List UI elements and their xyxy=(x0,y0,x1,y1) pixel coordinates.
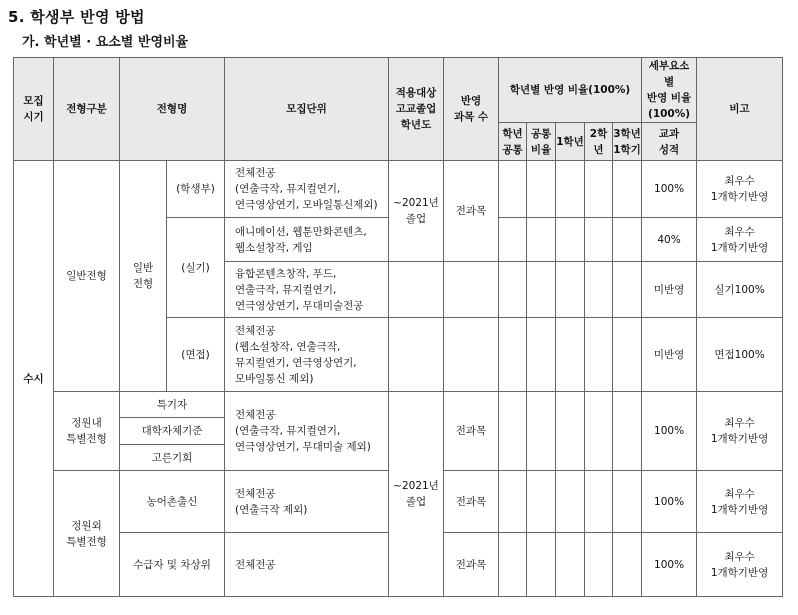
period-cell: 수시 xyxy=(14,161,54,597)
subjects-cell: 전과목 xyxy=(444,392,499,471)
header-detail-ratio: 세부요소별 반영 비율 (100%) xyxy=(642,58,697,123)
table-row xyxy=(14,392,783,418)
ratio-cell: 100% xyxy=(642,161,697,218)
remark-cell: 최우수 1개학기반영 xyxy=(697,218,783,262)
header-year1: 1학년 xyxy=(556,123,585,161)
unit-cell: 전체전공 (연출극작, 뮤지컬연기, 연극영상연기, 무대미술 제외) xyxy=(225,392,389,471)
header-unit: 모집단위 xyxy=(225,58,389,161)
outer-type-cell: 정원외 특별전형 xyxy=(54,471,120,597)
ratio-cell: 100% xyxy=(642,392,697,471)
remark-cell: 최우수 1개학기반영 xyxy=(697,392,783,471)
header-remark: 비고 xyxy=(697,58,783,161)
outer-name-cell: 농어촌출신 xyxy=(120,471,225,533)
target-cell: ~2021년 졸업 xyxy=(389,392,444,597)
ratio-cell: 미반영 xyxy=(642,318,697,392)
header-period: 모집 시기 xyxy=(14,58,54,161)
unit-cell: 전체전공 xyxy=(225,533,389,597)
unit-cell: 전체전공 (연출극작 제외) xyxy=(225,471,389,533)
general-sub-cell: (학생부) xyxy=(167,161,225,218)
outer-name-cell: 수급자 및 차상위 xyxy=(120,533,225,597)
inner-name-cell: 특기자 xyxy=(120,392,225,418)
header-year2: 2학년 xyxy=(585,123,613,161)
remark-cell: 최우수 1개학기반영 xyxy=(697,471,783,533)
inner-name-cell: 대학자체기준 xyxy=(120,418,225,445)
unit-cell: 애니메이션, 웹툰만화콘텐츠, 웹소설창작, 게임 xyxy=(225,218,389,262)
subjects-cell: 전과목 xyxy=(444,533,499,597)
table-row xyxy=(14,161,783,218)
unit-cell: 전체전공 (연출극작, 뮤지컬연기, 연극영상연기, 모바일통신제외) xyxy=(225,161,389,218)
header-subjects: 반영 과목 수 xyxy=(444,58,499,161)
ratio-cell: 100% xyxy=(642,471,697,533)
section-heading: 5. 학생부 반영 방법 xyxy=(8,8,145,26)
remark-cell: 최우수 1개학기반영 xyxy=(697,533,783,597)
remark-cell: 면접100% xyxy=(697,318,783,392)
general-type-cell: 일반전형 xyxy=(54,161,120,392)
header-name: 전형명 xyxy=(120,58,225,161)
header-year3-sem1: 3학년 1학기 xyxy=(613,123,642,161)
ratio-cell: 100% xyxy=(642,533,697,597)
inner-type-cell: 정원내 특별전형 xyxy=(54,392,120,471)
header-grade: 교과 성적 xyxy=(642,123,697,161)
header-year-ratio: 학년별 반영 비율(100%) xyxy=(499,58,642,123)
section-subheading: 가. 학년별 · 요소별 반영비율 xyxy=(22,35,189,50)
ratio-cell: 미반영 xyxy=(642,262,697,318)
remark-cell: 최우수 1개학기반영 xyxy=(697,161,783,218)
ratio-cell: 40% xyxy=(642,218,697,262)
header-row xyxy=(14,58,783,123)
unit-cell: 전체전공 (웹소설창작, 연출극작, 뮤지컬연기, 연극영상연기, 모바일통신 제외) xyxy=(225,318,389,392)
header-all-common: 학년 공통 xyxy=(499,123,527,161)
general-name-cell: 일반 전형 xyxy=(120,161,167,392)
general-sub-cell: (면접) xyxy=(167,318,225,392)
target-cell: ~2021년 졸업 xyxy=(389,161,444,262)
unit-cell: 융합콘텐츠창작, 푸드, 연출극작, 뮤지컬연기, 연극영상연기, 무대미술전공 xyxy=(225,262,389,318)
general-sub-cell: (실기) xyxy=(167,218,225,318)
subjects-cell: 전과목 xyxy=(444,161,499,262)
header-common-ratio: 공통 비율 xyxy=(527,123,556,161)
inner-name-cell: 고른기회 xyxy=(120,445,225,471)
remark-cell: 실기100% xyxy=(697,262,783,318)
subjects-cell: 전과목 xyxy=(444,471,499,533)
header-type: 전형구분 xyxy=(54,58,120,161)
ratio-table xyxy=(13,57,783,597)
header-target: 적용대상 고교졸업 학년도 xyxy=(389,58,444,161)
